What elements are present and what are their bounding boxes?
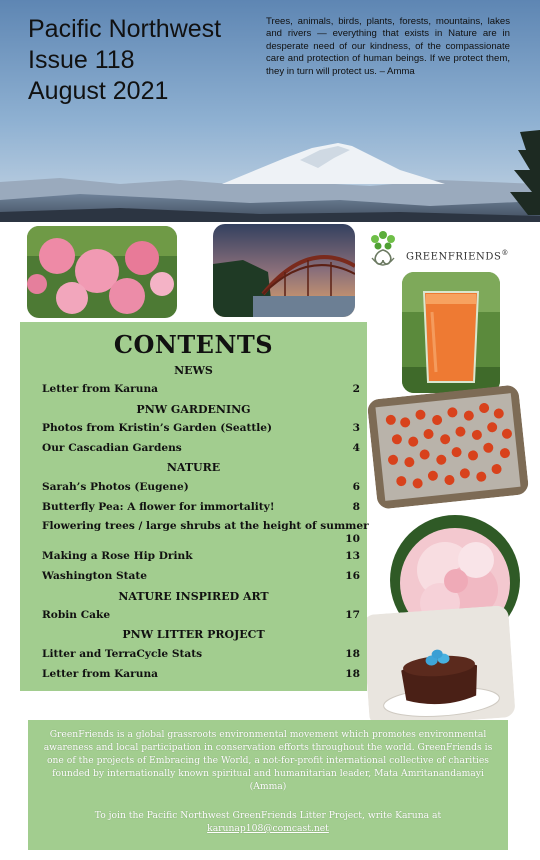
toc-section-heading: PNW GARDENING <box>136 403 251 416</box>
logo-text: GREENFRIENDS <box>406 251 502 263</box>
toc-entry-page: 3 <box>352 422 360 434</box>
toc-entry-page: 18 <box>345 648 360 660</box>
toc-entry-title: Litter and TerraCycle Stats <box>42 648 203 660</box>
hero-banner <box>0 0 540 222</box>
carrot-juice-photo <box>402 272 500 393</box>
toc-entry-page: 10 <box>345 533 360 545</box>
table-of-contents <box>20 322 367 691</box>
toc-section-heading: NATURE <box>166 461 221 474</box>
logo-wordmark <box>406 249 509 262</box>
bridge-sunset-photo <box>213 224 355 317</box>
masthead <box>28 14 221 107</box>
toc-entry-page: 16 <box>345 570 360 582</box>
toc-entry-title: Letter from Karuna <box>42 668 159 680</box>
masthead-date: August 2021 <box>28 77 169 105</box>
toc-entry-title: Flowering trees / large shrubs at the height of summer <box>42 520 369 532</box>
mimosa-flowers-photo <box>27 226 177 318</box>
masthead-issue: Issue 118 <box>28 46 135 74</box>
toc-entry-title: Robin Cake <box>42 609 111 621</box>
contact-email-link[interactable]: karunap108@comcast.net <box>207 823 329 834</box>
footer-info-box <box>28 720 508 850</box>
toc-entry[interactable] <box>42 520 369 548</box>
robin-cake-photo <box>362 605 515 727</box>
toc-entry-title: Photos from Kristin’s Garden (Seattle) <box>42 422 273 434</box>
toc-entry-title: Washington State <box>42 570 148 582</box>
toc-section-heading: NEWS <box>174 364 213 377</box>
toc-entry-page: 17 <box>345 609 360 621</box>
toc-entry-page: 4 <box>352 442 360 454</box>
toc-section-heading: PNW LITTER PROJECT <box>122 628 265 641</box>
greenfriends-logo <box>366 228 516 272</box>
toc-entry-title: Sarah’s Photos (Eugene) <box>42 481 189 493</box>
toc-entry-page: 18 <box>345 668 360 680</box>
toc-entry-title: Letter from Karuna <box>42 383 159 395</box>
toc-entry-page: 13 <box>345 550 360 562</box>
masthead-region: Pacific Northwest <box>28 15 222 43</box>
toc-entry-page: 2 <box>352 383 360 395</box>
join-instructions: To join the Pacific Northwest GreenFriends Litter Project, write Karuna at <box>94 810 442 821</box>
amma-quote: Trees, animals, birds, plants, forests, mountains, lakes and rivers — everything that exists in Nature are in desperate need of our kindness, of the compassionate care and protection of human beings. If we protect them, they in turn will protect us. – Amma <box>266 16 510 77</box>
toc-section-heading: NATURE INSPIRED ART <box>118 590 269 603</box>
greenfriends-emblem-icon <box>366 228 400 272</box>
greenfriends-description: GreenFriends is a global grassroots environmental movement which promotes environmental awareness and local participation in conservation efforts throughout the world. GreenFriends is one of the projects of Embracing the World, a not-for-profit international collective of charities founded by internationally known spiritual and humanitarian leader, Mata Amritanandamayi (Amma) <box>43 729 493 792</box>
toc-entry-title: Butterfly Pea: A flower for immortality! <box>42 501 275 513</box>
toc-entry-page: 8 <box>352 501 360 513</box>
join-project-text <box>42 809 494 835</box>
toc-entry-title: Our Cascadian Gardens <box>42 442 182 454</box>
toc-entry-title: Making a Rose Hip Drink <box>42 550 193 562</box>
rose-hips-tray-photo <box>367 384 530 509</box>
toc-entry-page: 6 <box>352 481 360 493</box>
registered-mark: ® <box>501 249 510 257</box>
contents-title: CONTENTS <box>113 330 274 359</box>
